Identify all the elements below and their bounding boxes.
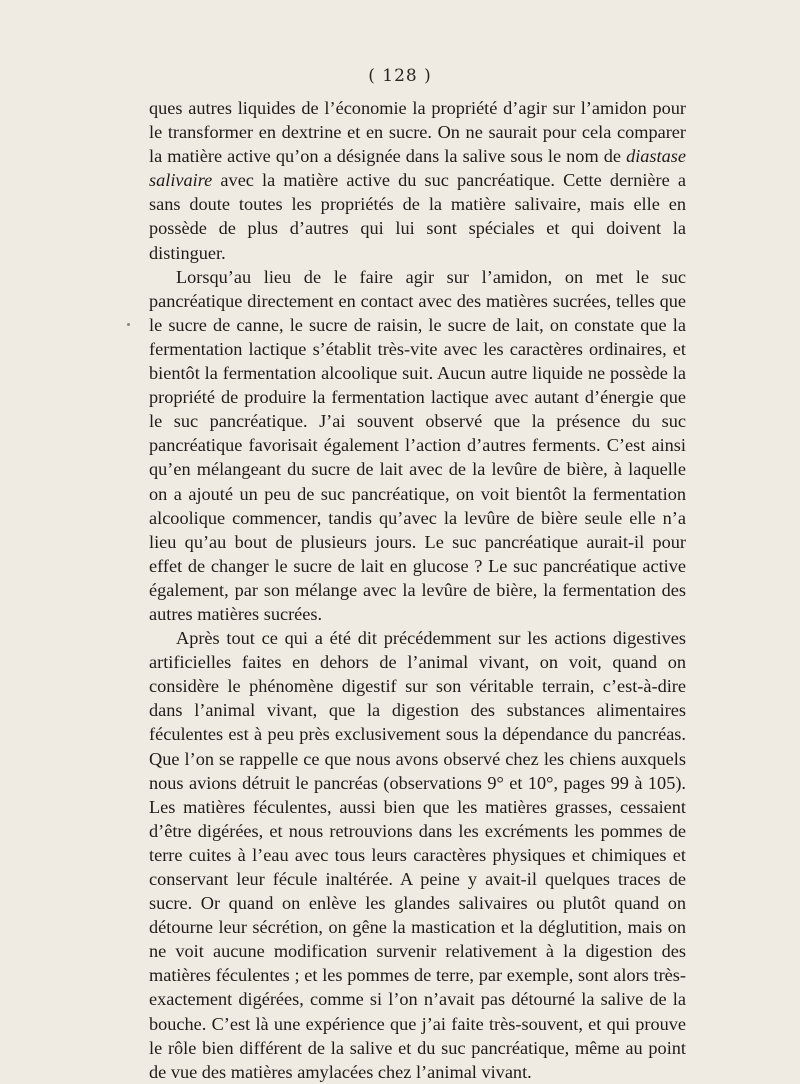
paper-speck bbox=[127, 323, 130, 326]
paragraph-2: Lorsqu’au lieu de le faire agir sur l’amidon, on met le suc pancréatique directement en contact avec des matières sucrées, telles que le sucre de canne, le sucre de raisin, le sucre de lait, on constate que la fermentation lactique s’établit très-vite avec les caractères ordinaires, et bientôt la fermentation alcoolique suit. Aucun autre liquide ne possède la propriété de produire la fermentation lactique avec autant d’énergie que le suc pancréatique. J’ai souvent observé que la présence du suc pancréatique favorisait également l’action d’autres ferments. C’est ainsi qu’en mélangeant du sucre de lait avec de la levûre de bière, à laquelle on a ajouté un peu de suc pancréatique, on voit bientôt la fermentation alcoolique commencer, tandis qu’avec la levûre de bière seule elle n’a lieu qu’au bout de plusieurs jours. Le suc pancréatique aurait-il pour effet de changer le sucre de lait en glucose ? Le suc pancréatique active également, par son mélange avec la levûre de bière, la fermentation des autres matières sucrées. bbox=[149, 266, 686, 624]
paragraph-1-text-end: avec la matière active du suc pancréatique. Cette dernière a sans doute toutes les propriétés de la matière salivaire, mais elle en possède de plus d’autres qui lui sont spéciales et qui doivent la distinguer. bbox=[149, 170, 686, 263]
paragraph-3: Après tout ce qui a été dit précédemment sur les actions digestives artificielles faites en dehors de l’animal vivant, on voit, quand on considère le phénomène digestif sur son véritable terrain, c’est-à-dire dans l’animal vivant, que la digestion des substances alimentaires féculentes est à peu près exclusivement sous la dépendance du pancréas. Que l’on se rappelle ce que nous avons observé chez les chiens auxquels nous avions détruit le pancréas (observations 9° et 10°, pages 99 à 105). Les matières féculentes, aussi bien que les matières grasses, cessaient d’être digérées, et nous retrouvions dans les excréments les pommes de terre cuites à l’eau avec tous leurs caractères physiques et chimiques et conservant leur fécule inaltérée. A peine y avait-il quelques traces de sucre. Or quand on enlève les glandes salivaires ou plutôt quand on détourne leur sécrétion, on gêne la mastication et la déglutition, mais on ne voit aucune modification survenir relativement à la digestion des matières féculentes ; et les pommes de terre, par exemple, sont alors très-exactement digérées, comme si l’on n’avait pas détourné la salive de la bouche. C’est là une expérience que j’ai faite très-souvent, et qui prouve le rôle bien différent de la salive et du suc pancréatique, même au point de vue des matières amylacées chez l’animal vivant. bbox=[149, 628, 686, 1082]
term-diastase-salivaire: diastase salivaire bbox=[149, 146, 686, 191]
body-text bbox=[149, 96, 686, 1084]
page-number: ( 128 ) bbox=[368, 66, 432, 86]
paragraph-1 bbox=[149, 96, 686, 265]
paragraph-1-text-start: ques autres liquides de l’économie la propriété d’agir sur l’amidon pour le transformer en dextrine et en sucre. On ne saurait pour cela comparer la matière active qu’on a désignée dans la salive sous le nom de bbox=[149, 98, 686, 167]
